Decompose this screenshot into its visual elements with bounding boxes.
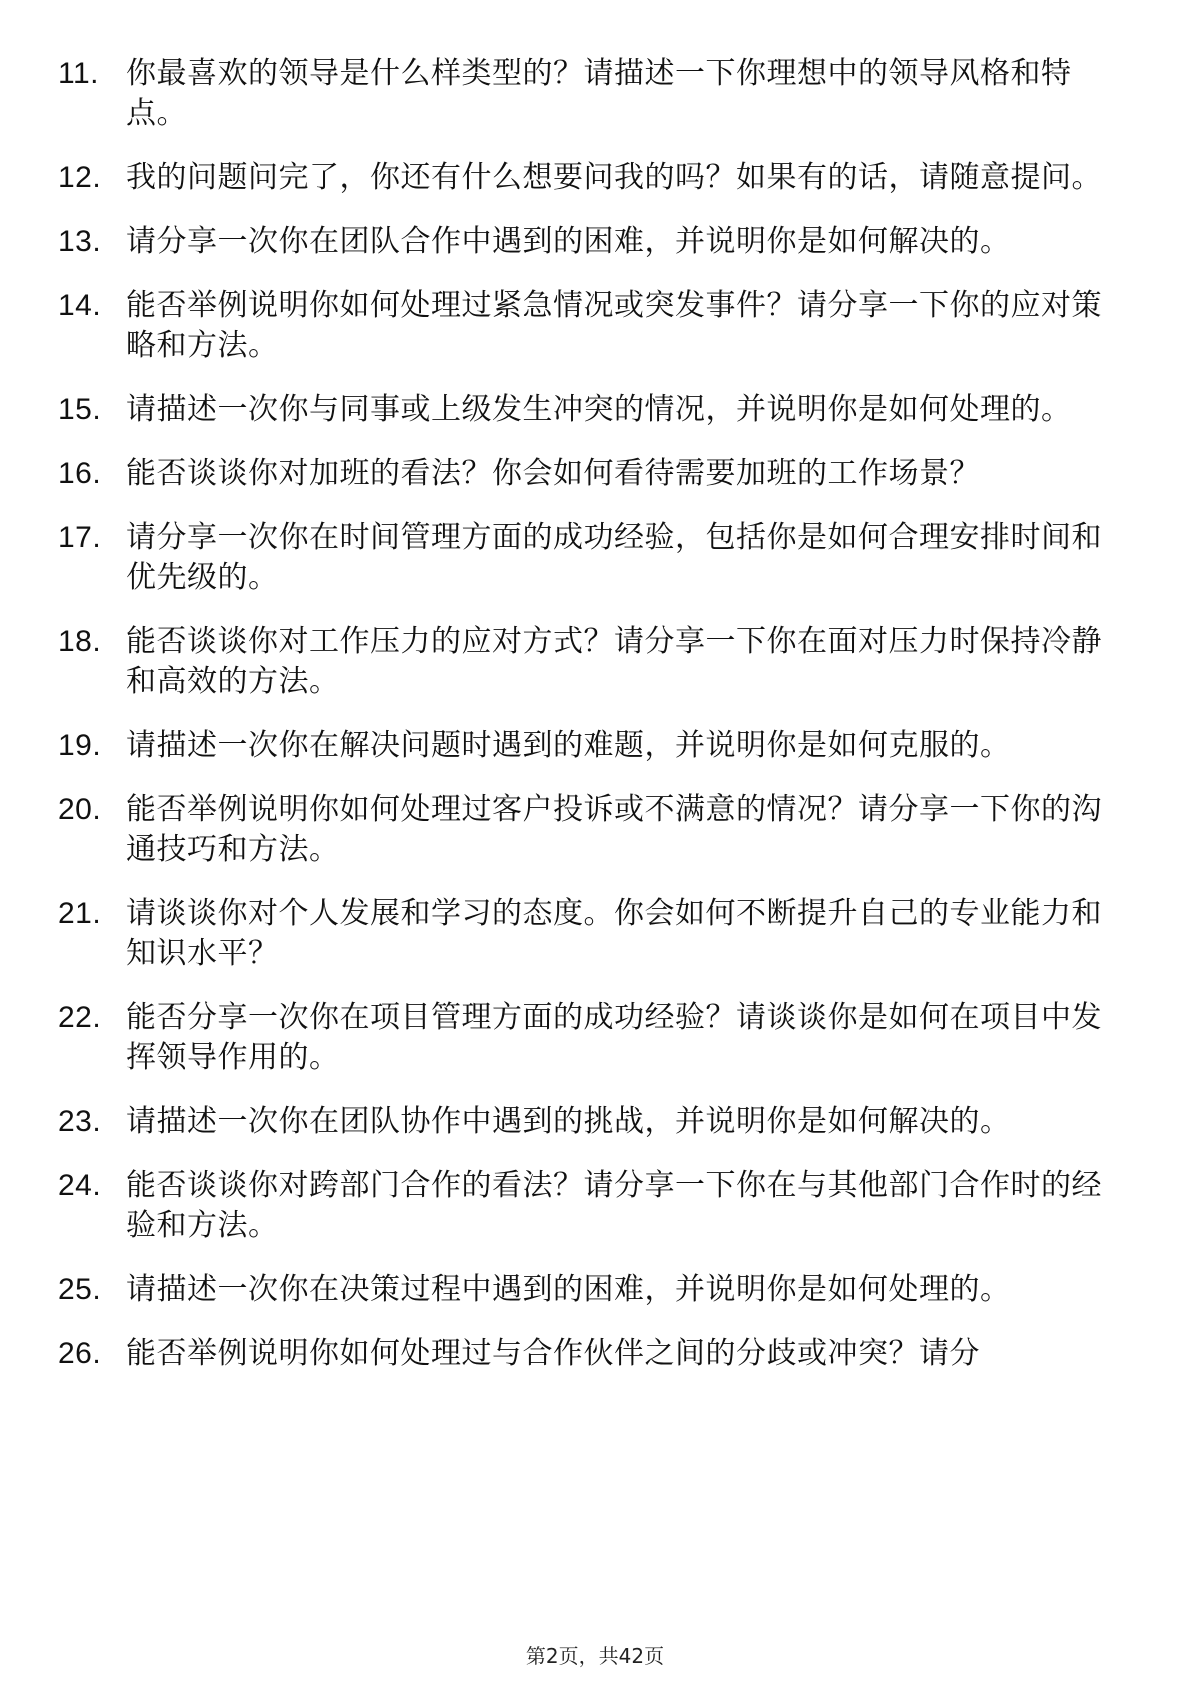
list-item [58,998,1118,1078]
question-number: 22. [58,1001,102,1034]
list-item [58,726,1118,766]
question-number: 11. [58,57,99,90]
question-number: 23. [58,1105,102,1138]
list-item [58,790,1118,870]
list-item [58,390,1118,430]
list-item [58,158,1118,198]
question-text: 能否分享一次你在项目管理方面的成功经验？请谈谈你是如何在项目中发挥领导作用的。 [126,1000,1102,1075]
question-number: 12. [58,161,102,194]
question-number: 13. [58,225,102,258]
question-text: 能否谈谈你对跨部门合作的看法？请分享一下你在与其他部门合作时的经验和方法。 [126,1168,1102,1243]
question-number: 20. [58,793,102,826]
list-item [58,454,1118,494]
question-text: 请描述一次你在决策过程中遇到的困难，并说明你是如何处理的。 [126,1272,1011,1307]
list-item [58,622,1118,702]
question-list [58,54,1118,1398]
question-text: 请描述一次你在解决问题时遇到的难题，并说明你是如何克服的。 [126,728,1011,763]
question-number: 17. [58,521,102,554]
question-text: 能否谈谈你对工作压力的应对方式？请分享一下你在面对压力时保持冷静和高效的方法。 [126,624,1102,699]
list-item [58,894,1118,974]
question-text: 能否谈谈你对加班的看法？你会如何看待需要加班的工作场景？ [126,456,980,491]
list-item [58,222,1118,262]
list-item [58,54,1118,134]
question-text: 你最喜欢的领导是什么样类型的？请描述一下你理想中的领导风格和特点。 [126,56,1072,131]
question-text: 能否举例说明你如何处理过客户投诉或不满意的情况？请分享一下你的沟通技巧和方法。 [126,792,1102,867]
list-item [58,1270,1118,1310]
question-number: 26. [58,1337,102,1370]
question-number: 18. [58,625,102,658]
question-text: 请分享一次你在时间管理方面的成功经验，包括你是如何合理安排时间和优先级的。 [126,520,1102,595]
list-item [58,286,1118,366]
list-item [58,1166,1118,1246]
question-number: 14. [58,289,102,322]
question-text: 能否举例说明你如何处理过紧急情况或突发事件？请分享一下你的应对策略和方法。 [126,288,1102,363]
question-number: 19. [58,729,102,762]
question-text: 请描述一次你在团队协作中遇到的挑战，并说明你是如何解决的。 [126,1104,1011,1139]
question-number: 16. [58,457,102,490]
question-text: 请描述一次你与同事或上级发生冲突的情况，并说明你是如何处理的。 [126,392,1072,427]
question-number: 21. [58,897,102,930]
question-text: 请分享一次你在团队合作中遇到的困难，并说明你是如何解决的。 [126,224,1011,259]
list-item [58,1102,1118,1142]
question-number: 15. [58,393,102,426]
list-item [58,518,1118,598]
question-text: 请谈谈你对个人发展和学习的态度。你会如何不断提升自己的专业能力和知识水平？ [126,896,1102,971]
question-number: 24. [58,1169,102,1202]
list-item [58,1334,1118,1374]
page-footer: 第2页，共42页 [525,1644,665,1668]
question-number: 25. [58,1273,102,1306]
question-text: 能否举例说明你如何处理过与合作伙伴之间的分歧或冲突？请分 [126,1336,980,1371]
question-text: 我的问题问完了，你还有什么想要问我的吗？如果有的话，请随意提问。 [126,160,1102,195]
